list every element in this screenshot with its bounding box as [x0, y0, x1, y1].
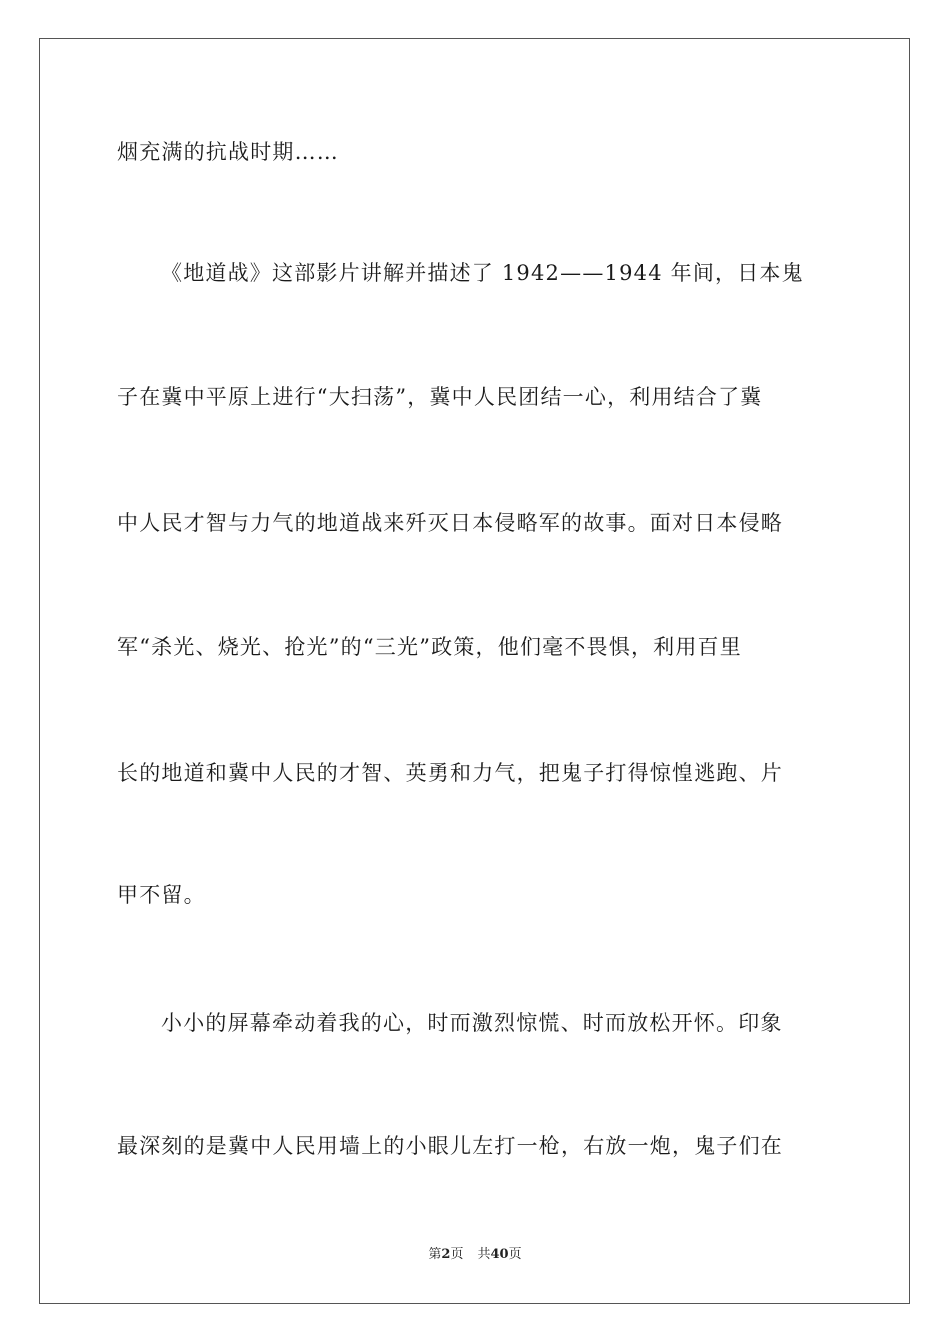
page-border	[39, 38, 910, 1304]
text-line-7: 甲不留。	[117, 883, 206, 907]
text-line-6: 长的地道和冀中人民的才智、英勇和力气，把鬼子打得惊惶逃跑、片	[117, 761, 783, 785]
page-footer	[0, 1246, 950, 1264]
text-line-4: 中人民才智与力气的地道战来歼灭日本侵略军的故事。面对日本侵略	[117, 511, 783, 535]
text-line-3: 子在冀中平原上进行“大扫荡”，冀中人民团结一心，利用结合了冀	[117, 385, 763, 409]
page-suffix: 页	[450, 1247, 464, 1262]
total-pages: 40	[490, 1247, 509, 1262]
page-prefix: 第	[428, 1247, 442, 1262]
text-line-5: 军“杀光、烧光、抢光”的“三光”政策，他们毫不畏惧，利用百里	[117, 635, 742, 659]
text-line-2: 《地道战》这部影片讲解并描述了 1942——1944 年间，日本鬼	[161, 261, 804, 285]
total-prefix: 共	[477, 1247, 491, 1262]
page-number: 2	[441, 1247, 451, 1262]
total-suffix: 页	[508, 1247, 522, 1262]
text-line-9: 最深刻的是冀中人民用墙上的小眼儿左打一枪，右放一炮，鬼子们在	[117, 1134, 783, 1158]
text-line-8: 小小的屏幕牵动着我的心，时而激烈惊慌、时而放松开怀。印象	[161, 1011, 783, 1035]
text-line-1: 烟充满的抗战时期……	[117, 140, 339, 164]
